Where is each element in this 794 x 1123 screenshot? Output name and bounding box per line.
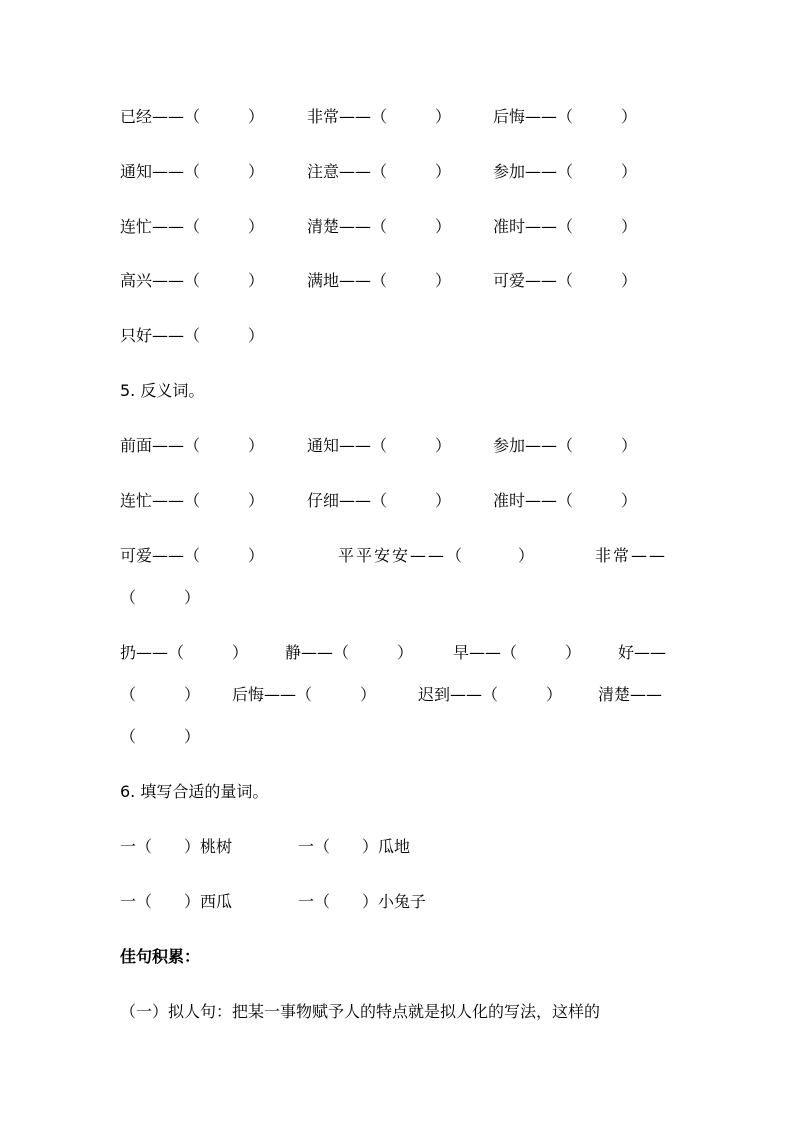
exercise-item: 仔细——（ ） bbox=[307, 491, 452, 510]
exercise-item: 平平安安——（ ） bbox=[338, 546, 537, 565]
exercise-item: 清楚—— bbox=[598, 685, 663, 704]
exercise-item: 清楚——（ ） bbox=[307, 217, 452, 236]
exercise-item: 参加——（ ） bbox=[493, 436, 638, 455]
exercise-item: 可爱——（ ） bbox=[493, 271, 638, 290]
personification-paragraph: （一）拟人句：把某一事物赋予人的特点就是拟人化的写法，这样的 bbox=[120, 1002, 601, 1021]
exercise-item: 准时——（ ） bbox=[493, 217, 638, 236]
exercise-item: 连忙——（ ） bbox=[120, 217, 265, 236]
section-title-good-sentences: 佳句积累： bbox=[120, 947, 201, 966]
exercise-item: 通知——（ ） bbox=[120, 162, 265, 181]
section-title-antonyms: 5. 反义词。 bbox=[120, 381, 205, 400]
exercise-item: 早——（ ） bbox=[453, 643, 582, 662]
exercise-item: 一（ ）桃树 bbox=[120, 837, 233, 856]
exercise-item: 高兴——（ ） bbox=[120, 271, 265, 290]
exercise-item: 后悔——（ ） bbox=[232, 685, 377, 704]
exercise-item: 通知——（ ） bbox=[307, 436, 452, 455]
exercise-item: 已经——（ ） bbox=[120, 107, 265, 126]
exercise-item: （ ） bbox=[120, 685, 201, 704]
exercise-item: （ ） bbox=[120, 727, 201, 746]
exercise-item: 非常—— bbox=[595, 546, 668, 565]
exercise-item: 连忙——（ ） bbox=[120, 491, 265, 510]
exercise-item: 参加——（ ） bbox=[493, 162, 638, 181]
exercise-item: 可爱——（ ） bbox=[120, 546, 265, 565]
exercise-item: 扔——（ ） bbox=[120, 643, 249, 662]
exercise-item: 非常——（ ） bbox=[307, 107, 452, 126]
exercise-item: 一（ ）瓜地 bbox=[298, 837, 411, 856]
exercise-item: 迟到——（ ） bbox=[418, 685, 563, 704]
exercise-item: 好—— bbox=[618, 643, 667, 662]
exercise-item: 一（ ）小兔子 bbox=[298, 892, 427, 911]
exercise-item: 静——（ ） bbox=[285, 643, 414, 662]
exercise-item: 前面——（ ） bbox=[120, 436, 265, 455]
exercise-item: （ ） bbox=[120, 588, 201, 607]
exercise-item: 准时——（ ） bbox=[493, 491, 638, 510]
exercise-item: 注意——（ ） bbox=[307, 162, 452, 181]
exercise-item: 只好——（ ） bbox=[120, 326, 265, 345]
section-title-measure-words: 6. 填写合适的量词。 bbox=[120, 782, 269, 801]
exercise-item: 一（ ）西瓜 bbox=[120, 892, 233, 911]
exercise-item: 后悔——（ ） bbox=[493, 107, 638, 126]
exercise-item: 满地——（ ） bbox=[307, 271, 452, 290]
